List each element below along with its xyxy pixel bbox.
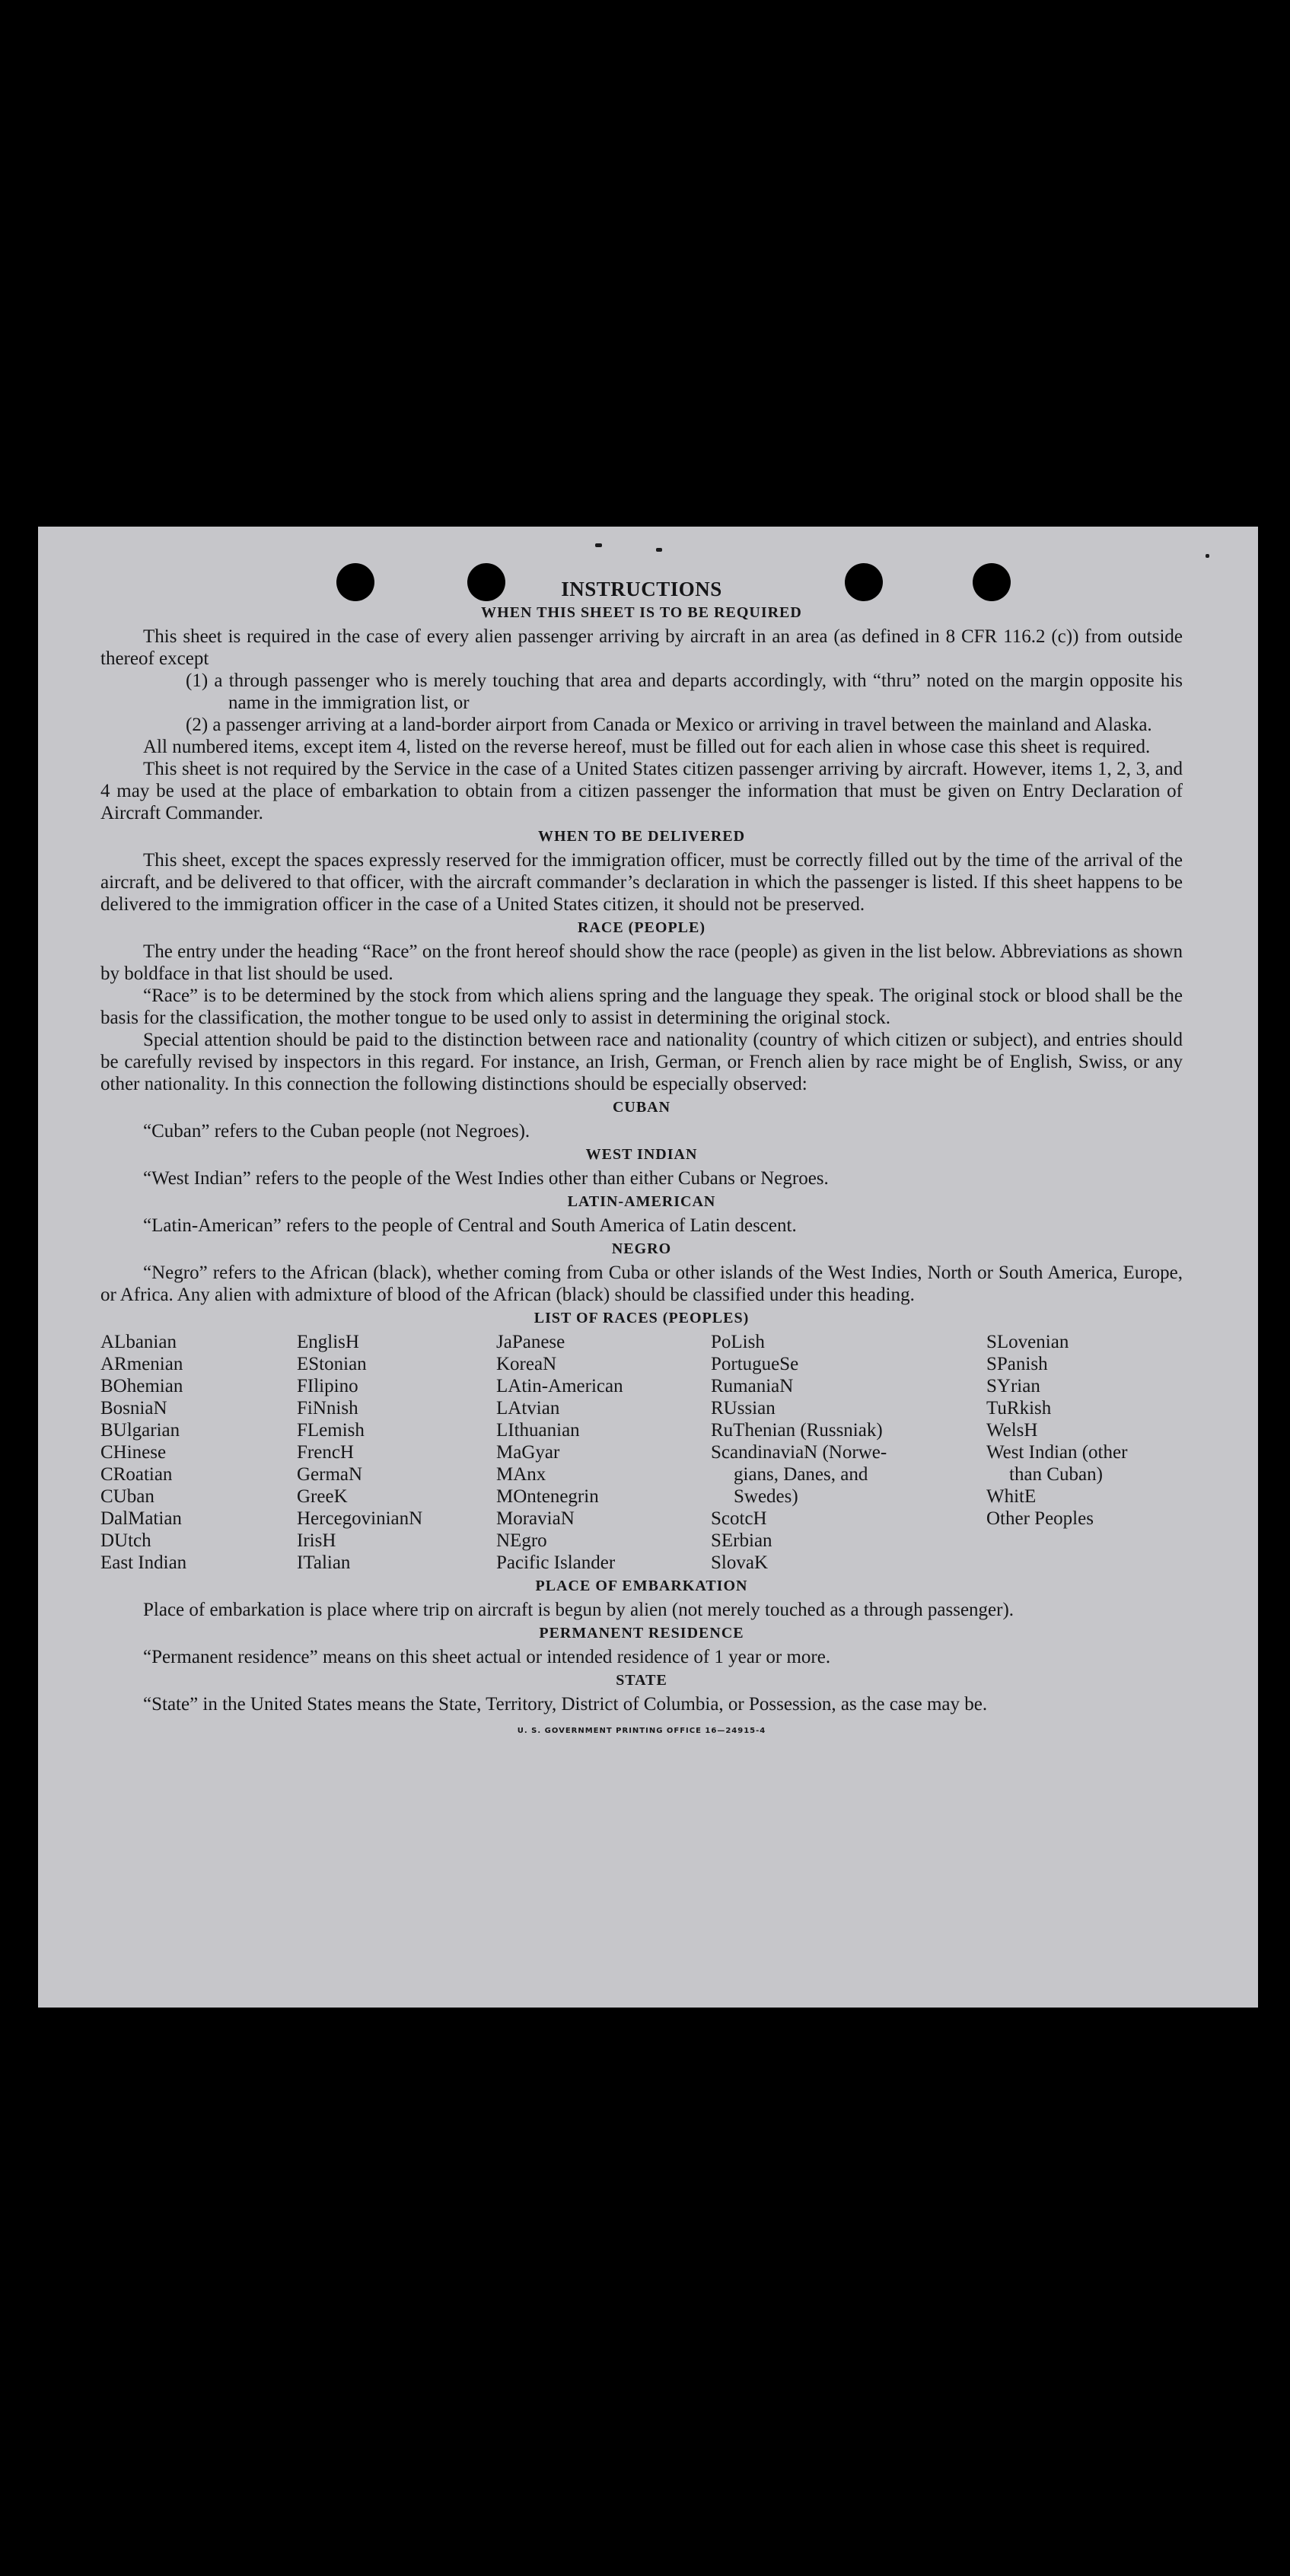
race-entry: DalMatian — [100, 1508, 182, 1529]
race-entry: ScotcH — [711, 1508, 767, 1529]
paragraph: This sheet, except the spaces expressly reserved for the immigration officer, must be correctly filled out by the time of the arrival of the aircraft, and be delivered to that officer, with the aircraft commander’s declaration in which the passenger is listed. If this sheet happens to be delivered to the immigration officer in the case of a United States citizen, it should not be preserved. — [100, 850, 1183, 915]
race-entry: LIthuanian — [496, 1420, 580, 1441]
race-entry: HercegovinianN — [297, 1508, 423, 1529]
race-entry: SPanish — [986, 1354, 1048, 1374]
race-entry: JaPanese — [496, 1332, 565, 1352]
race-entry: EStonian — [297, 1354, 367, 1374]
printing-office-note: U. S. GOVERNMENT PRINTING OFFICE 16—24915-4 — [517, 1727, 766, 1735]
document-sheet — [38, 527, 1258, 2008]
scan-speck — [656, 548, 662, 552]
race-entry: BUlgarian — [100, 1420, 180, 1441]
race-entry: MOntenegrin — [496, 1486, 599, 1507]
heading-race: RACE (PEOPLE) — [578, 919, 706, 936]
paragraph: “Cuban” refers to the Cuban people (not Negroes). — [143, 1121, 530, 1142]
list-item: (2) a passenger arriving at a land-border airport from Canada or Mexico or arriving in travel between the mainland and Alaska. — [186, 715, 1152, 735]
race-entry: FrencH — [297, 1442, 354, 1463]
races-column-3 — [496, 1331, 711, 1574]
heading-negro: NEGRO — [611, 1240, 672, 1257]
paragraph: “Negro” refers to the African (black), whether coming from Cuba or other islands of the West Indies, North or South America, Europe, or Africa. Any alien with admixture of blood of the African (black) should be classified under this heading. — [100, 1263, 1183, 1305]
race-entry: FLemish — [297, 1420, 365, 1441]
paragraph: “Race” is to be determined by the stock from which aliens spring and the language they speak. The original stock or blood shall be the basis for the classification, the mother tongue to be used only to assist in determining the original stock. — [100, 986, 1183, 1028]
race-entry: RUssian — [711, 1398, 776, 1419]
race-entry: DUtch — [100, 1530, 151, 1551]
paragraph: The entry under the heading “Race” on the front hereof should show the race (people) as given in the list below. Abbreviations as shown by boldface in that list should be used. — [100, 941, 1183, 984]
race-entry: EnglisH — [297, 1332, 359, 1352]
race-entry: WhitE — [986, 1486, 1037, 1507]
race-entry: CRoatian — [100, 1464, 173, 1485]
paragraph: This sheet is required in the case of every alien passenger arriving by aircraft in an area (as defined in 8 CFR 116.2 (c)) from outside thereof except — [100, 626, 1183, 669]
race-entry: Swedes) — [734, 1486, 798, 1507]
instructions-body — [100, 578, 1183, 1742]
race-entry: IrisH — [297, 1530, 336, 1551]
race-entry: SYrian — [986, 1376, 1040, 1396]
race-entry: ITalian — [297, 1552, 351, 1573]
heading-cuban: CUBAN — [612, 1099, 671, 1116]
race-entry: West Indian (other — [986, 1442, 1128, 1463]
race-entry: SErbian — [711, 1530, 772, 1551]
heading-list-of-races: LIST OF RACES (PEOPLES) — [534, 1310, 750, 1326]
race-entry: RumaniaN — [711, 1376, 794, 1396]
races-table — [100, 1331, 1183, 1574]
race-entry: PoLish — [711, 1332, 765, 1352]
race-entry: MoraviaN — [496, 1508, 575, 1529]
races-column-1 — [100, 1331, 297, 1574]
race-entry: than Cuban) — [1009, 1464, 1103, 1485]
heading-state: STATE — [616, 1672, 667, 1689]
race-entry: CUban — [100, 1486, 154, 1507]
heading-west-indian: WEST INDIAN — [585, 1146, 698, 1163]
race-entry: ARmenian — [100, 1354, 183, 1374]
heading-latin-american: LATIN-AMERICAN — [567, 1193, 716, 1210]
race-entry: NEgro — [496, 1530, 547, 1551]
paragraph: Special attention should be paid to the distinction between race and nationality (country of which citizen or subject), and entries should be carefully revised by inspectors in this regard. For instance, an Irish, German, or French alien by race might be of English, Swiss, or any other nationality. In this connection the following distinctions should be especially observed: — [100, 1030, 1183, 1094]
list-item: (1) a through passenger who is merely touching that area and departs accordingly, with “thru” noted on the margin opposite his name in the immigration list, or — [186, 670, 1183, 713]
paragraph: “Permanent residence” means on this sheet actual or intended residence of 1 year or more. — [143, 1647, 831, 1667]
race-entry: TuRkish — [986, 1398, 1052, 1419]
heading-delivered: WHEN TO BE DELIVERED — [537, 828, 746, 845]
race-entry: East Indian — [100, 1552, 187, 1573]
race-entry: ScandinaviaN (Norwe- — [711, 1442, 887, 1463]
race-entry: WelsH — [986, 1420, 1038, 1441]
heading-required: WHEN THIS SHEET IS TO BE REQUIRED — [481, 604, 802, 621]
race-entry: LAtin-American — [496, 1376, 623, 1396]
paragraph: This sheet is not required by the Service in the case of a United States citizen passenger arriving by aircraft. However, items 1, 2, 3, and 4 may be used at the place of embarkation to obtain from a citizen passenger the information that must be given on Entry Declaration of Aircraft Commander. — [100, 759, 1183, 823]
races-column-4 — [711, 1331, 986, 1574]
scan-speck — [1206, 554, 1209, 558]
paragraph: “State” in the United States means the State, Territory, District of Columbia, or Possession, as the case may be. — [143, 1694, 988, 1715]
race-entry: KoreaN — [496, 1354, 557, 1374]
race-entry: RuThenian (Russniak) — [711, 1420, 883, 1441]
race-entry: MAnx — [496, 1464, 546, 1485]
race-entry: PortugueSe — [711, 1354, 799, 1374]
race-entry: ALbanian — [100, 1332, 177, 1352]
race-entry: BosniaN — [100, 1398, 167, 1419]
paragraph: “West Indian” refers to the people of the West Indies other than either Cubans or Negroes. — [143, 1168, 829, 1189]
heading-permanent-residence: PERMANENT RESIDENCE — [539, 1625, 744, 1641]
heading-embarkation: PLACE OF EMBARKATION — [535, 1578, 748, 1594]
race-entry: GermaN — [297, 1464, 363, 1485]
race-entry: SLovenian — [986, 1332, 1069, 1352]
race-entry: CHinese — [100, 1442, 167, 1463]
race-entry: MaGyar — [496, 1442, 560, 1463]
race-entry: gians, Danes, and — [734, 1464, 868, 1485]
races-column-2 — [297, 1331, 496, 1574]
paragraph: All numbered items, except item 4, listed on the reverse hereof, must be filled out for each alien in whose case this sheet is required. — [143, 737, 1151, 757]
race-entry: SlovaK — [711, 1552, 768, 1573]
page-title: INSTRUCTIONS — [561, 578, 722, 600]
race-entry: Other Peoples — [986, 1508, 1094, 1529]
paragraph: Place of embarkation is place where trip on aircraft is begun by alien (not merely touched as a through passenger). — [143, 1600, 1014, 1620]
race-entry: LAtvian — [496, 1398, 560, 1419]
race-entry: FIlipino — [297, 1376, 358, 1396]
race-entry: BOhemian — [100, 1376, 183, 1396]
paragraph: “Latin-American” refers to the people of Central and South America of Latin descent. — [143, 1215, 797, 1236]
race-entry: FiNnish — [297, 1398, 358, 1419]
scan-speck — [595, 543, 602, 547]
races-column-5 — [986, 1331, 1183, 1574]
race-entry: GreeK — [297, 1486, 348, 1507]
race-entry: Pacific Islander — [496, 1552, 616, 1573]
